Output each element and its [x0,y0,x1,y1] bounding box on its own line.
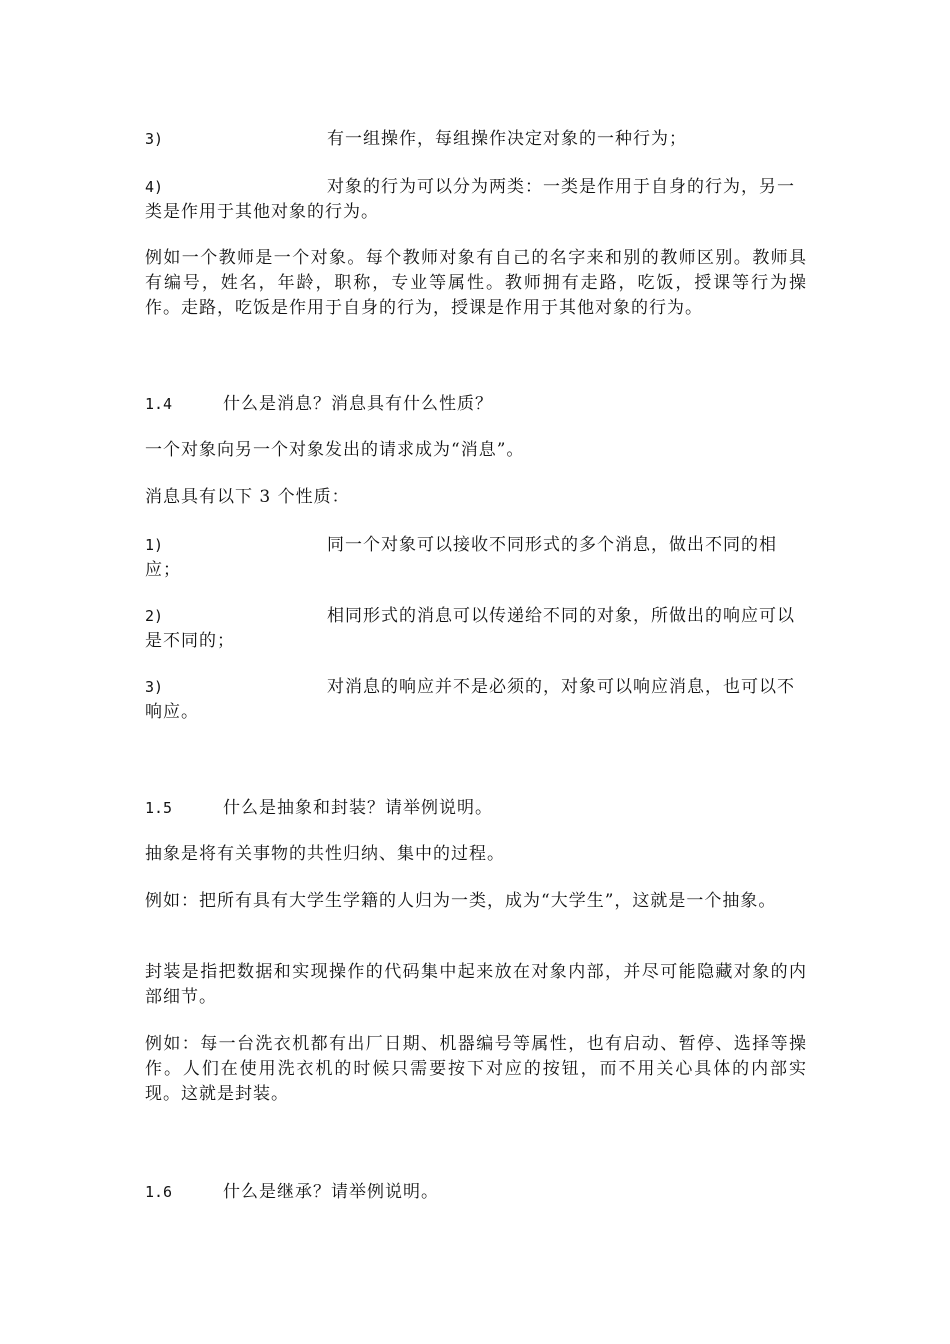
section-title: 什么是抽象和封装？请举例说明。 [223,798,493,818]
item-text: 有一组操作，每组操作决定对象的一种行为； [327,129,687,149]
item-text: 对消息的响应并不是必须的，对象可以响应消息，也可以不响应。 [145,677,795,722]
section-heading [145,392,807,417]
encapsulation-definition: 封装是指把数据和实现操作的代码集中起来放在对象内部，并尽可能隐藏对象的内部细节。 [145,962,807,1007]
example-paragraph: 例如一个教师是一个对象。每个教师对象有自己的名字来和别的教师区别。教师具有编号，姓名，年龄，职称，专业等属性。教师拥有走路，吃饭，授课等行为操作。走路，吃饭是作用于自身的行为，授课是作用于其他对象的行为。 [145,248,807,318]
item-number: 2) [145,607,164,625]
abstract-example: 例如：把所有具有大学生学籍的人归为一类，成为“大学生”，这就是一个抽象。 [145,891,777,911]
list-item [145,675,807,725]
section-number: 1.4 [145,395,173,413]
list-item [145,533,807,583]
encapsulation-example: 例如：每一台洗衣机都有出厂日期、机器编号等属性，也有启动、暂停、选择等操作。人们在使用洗衣机的时候只需要按下对应的按钮，而不用关心具体的内部实现。这就是封装。 [145,1034,807,1104]
item-text: 对象的行为可以分为两类：一类是作用于自身的行为，另一类是作用于其他对象的行为。 [145,177,795,222]
list-item [145,604,807,654]
list-item [145,175,807,225]
section-number: 1.6 [145,1183,173,1201]
item-number: 4) [145,178,164,196]
item-number: 3) [145,130,164,148]
section-heading [145,796,807,821]
list-item [145,127,807,152]
definition-paragraph: 一个对象向另一个对象发出的请求成为“消息”。 [145,440,525,460]
section-title: 什么是消息？消息具有什么性质？ [223,394,493,414]
section-title: 什么是继承？请举例说明。 [223,1182,439,1202]
intro-paragraph: 消息具有以下 3 个性质： [145,487,350,507]
item-text: 相同形式的消息可以传递给不同的对象，所做出的响应可以是不同的； [145,606,795,651]
section-heading [145,1180,807,1205]
item-number: 3) [145,678,164,696]
section-number: 1.5 [145,799,173,817]
item-text: 同一个对象可以接收不同形式的多个消息，做出不同的相应； [145,535,777,580]
item-number: 1) [145,536,164,554]
abstract-definition: 抽象是将有关事物的共性归纳、集中的过程。 [145,844,505,864]
